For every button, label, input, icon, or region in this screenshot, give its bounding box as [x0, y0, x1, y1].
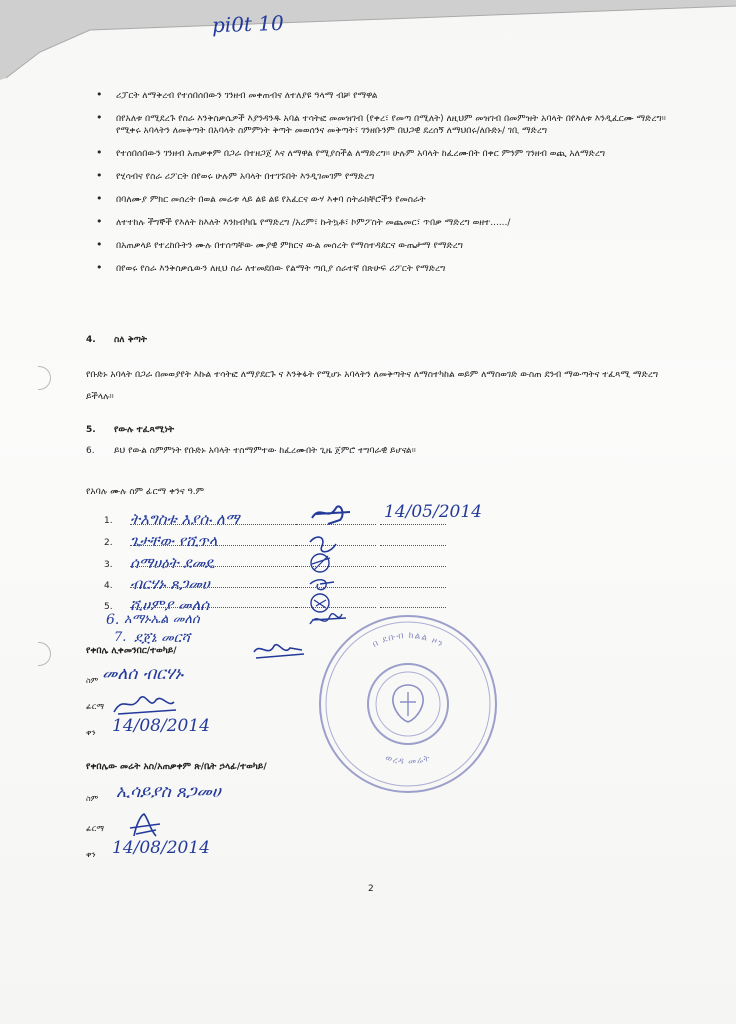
section-4-paragraph: የቡድኑ አባላት በጋራ በመወያየት እኩል ተሳትፎ ለማያደርጉ ና እንቅፋት የሚሆኑ አባላትን ለመቅጣትና ለማስተካከል ወይም ለማስወገድ ውስጠ ደንብ ማውጣትና ተፈጻሚ ማድረግ ይችላሉ። — [86, 370, 659, 402]
field-value: ኢሳይያስ ጸጋመሀ — [116, 782, 221, 802]
field-label: ቀን — [86, 850, 96, 859]
kebele-chair-title: የቀበሌ ሊቀመንበር/ተወካይ/ — [86, 646, 177, 656]
member-number: 2. — [104, 538, 113, 548]
obligations-list — [116, 90, 686, 286]
section-number: 6. — [86, 446, 95, 456]
member-number: 1. — [104, 516, 113, 526]
field-value: 14/08/2014 — [112, 838, 210, 858]
section-text: ይህ የውል ስምምነት የቡድኑ አባላት ተስማምተው ከፈረሙበት ጊዜ ጀምሮ ተግባራዊ ይሆናል። — [114, 446, 416, 456]
stamp-text-bottom: ወረዳ መሬት — [383, 753, 433, 768]
official-round-stamp — [312, 608, 504, 800]
kebele-chair-signature-scribble — [250, 638, 310, 664]
date-line — [380, 524, 446, 525]
date-line — [380, 587, 446, 588]
signature-line — [130, 566, 308, 567]
land-office-signature-field — [86, 816, 286, 840]
field-label: ስም — [86, 794, 99, 803]
land-office-title: የቀበሌው መሬት አስ/አጠቃቀም ጽ/ቤት ኃላፊ/ተወካይ/ — [86, 762, 267, 772]
member-name: አማኑኤል መለሰ — [124, 612, 200, 627]
members-signature-header: የአባሉ ሙሉ ስም ፊርማ ቀንና ዓ.ም — [86, 487, 205, 497]
member-name: ጌታቸው የሺጥላ — [130, 532, 218, 550]
punch-hole-mark — [38, 366, 51, 390]
field-value: 14/08/2014 — [112, 716, 210, 736]
member-name: ትእግስቱ እያሱ ለማ — [130, 510, 240, 528]
section-title: ስለ ቅጣት — [114, 335, 147, 345]
list-item: • በአጠቃላይ የተረከቡትን ሙሉ በተሰጣቸው ሙያዊ ምክርና ውል መሰረት የማስተዳደርና ውጤታማ የማድረግ — [116, 240, 686, 252]
member-date: 14/05/2014 — [384, 502, 482, 522]
section-title: የውሉ ተፈጻሚነት — [114, 425, 175, 435]
member-number: 5. — [104, 602, 113, 612]
kebele-chair-signature-field — [86, 694, 286, 718]
signature-scribble — [110, 692, 180, 718]
section-number: 4. — [86, 335, 96, 345]
list-item: • የሂሳብና የስራ ሪፖርት በየወሩ ሁሉም አባላት በተገኙበት እንዲገመገም የማድረግ — [116, 171, 686, 183]
field-label: ስም — [86, 676, 99, 685]
kebele-chair-date-field — [86, 716, 286, 744]
signature-line — [130, 524, 308, 525]
list-item: • በየአለቱ በሚደረጉ የስራ እንቅስቃሴዎች እያንዳንዱ አባል ተሳትፎ መመዝገብ (የቀረ፣ የመጣ በሚለት) ለዚህም መዝገብ በመምዝት አባላት በየእለቱ እንዲፈርሙ ማድረግ። የሚቀሩ አባላትን ለመቅጣት በአባላት ስምምነት ቅጣት መወሰንና መቅጣት፣ ገንዘቡንም በህጋዊ ደረሰኝ ለማህበሩ/ለቡድኑ/ ገቢ ማድረግ — [116, 113, 686, 137]
member-name: ደጀኔ መርሻ — [134, 630, 191, 646]
signature-line — [130, 587, 308, 588]
signature-scribble — [126, 810, 166, 840]
kebele-chair-name-field — [86, 664, 286, 692]
date-line — [380, 566, 446, 567]
punch-hole-mark — [38, 642, 51, 666]
torn-top-edge — [0, 0, 736, 80]
page-number: 2 — [368, 884, 374, 894]
list-item: • ለተተከሉ ችግኞች የእለት ከእለት እንክብካቤ የማድረግ /አረም፣ ኩትኳቶ፣ ኮምፖስት መጨመር፣ ጥበቃ ማድረግ ወዘተ....../ — [116, 217, 686, 229]
member-name: ሺሀምያ መለሰ — [130, 596, 210, 614]
field-label: ቀን — [86, 728, 96, 737]
land-office-name-field — [86, 782, 306, 810]
member-number: 3. — [104, 560, 113, 570]
field-value: መለሰ ብርሃኑ — [102, 664, 183, 684]
signature-line — [130, 607, 308, 608]
list-item: • በየወሩ የስራ እንቅስቃሴውን ለዚህ ስራ ለተመደበው የልማት ጣቢያ ሰራተኛ በጽሁፍ ሪፖርት የማድረግ — [116, 263, 686, 275]
field-label: ፊርማ — [86, 702, 105, 711]
list-item: • ሪፓርት ለማቅረብ የተሰበሰበውን ገንዘብ መቀጠብና ለተለያዩ ዓላማ ብቻ የማዋል — [116, 90, 686, 102]
member-row — [104, 534, 464, 554]
field-label: ፊርማ — [86, 824, 105, 833]
list-item: • የተሰበሰበውን ገንዘብ አጠቃቀም በጋራ በተዘጋጀ እና ለማዋል የሚያስችል ለማድረግ። ሁሉም አባላት ከፈረሙበት በቀር ምንም ገንዘብ ወጪ አለማድረግ — [116, 148, 686, 160]
section-number: 5. — [86, 425, 96, 435]
list-item: • በባለሙያ ምክር መሰረት በወል መሬቱ ላይ ልዩ ልዩ የአፈርና ውሃ እቀባ ስትራክቸሮችን የመስራት — [116, 194, 686, 206]
member-number: 4. — [104, 581, 113, 591]
stamp-text-top: በ ደቡብ ክልል ዞን — [370, 630, 446, 650]
member-name: ብርሃኑ ጸጋመሀ — [130, 575, 210, 593]
member-number: 6. — [106, 612, 120, 628]
member-name: ሰማሀዕት ደመዴ — [130, 554, 215, 572]
date-line — [380, 545, 446, 546]
land-office-date-field — [86, 838, 286, 866]
signature-line — [130, 545, 308, 546]
handwritten-header-note: pi0t 10 — [211, 10, 285, 38]
member-number: 7. — [114, 630, 127, 645]
